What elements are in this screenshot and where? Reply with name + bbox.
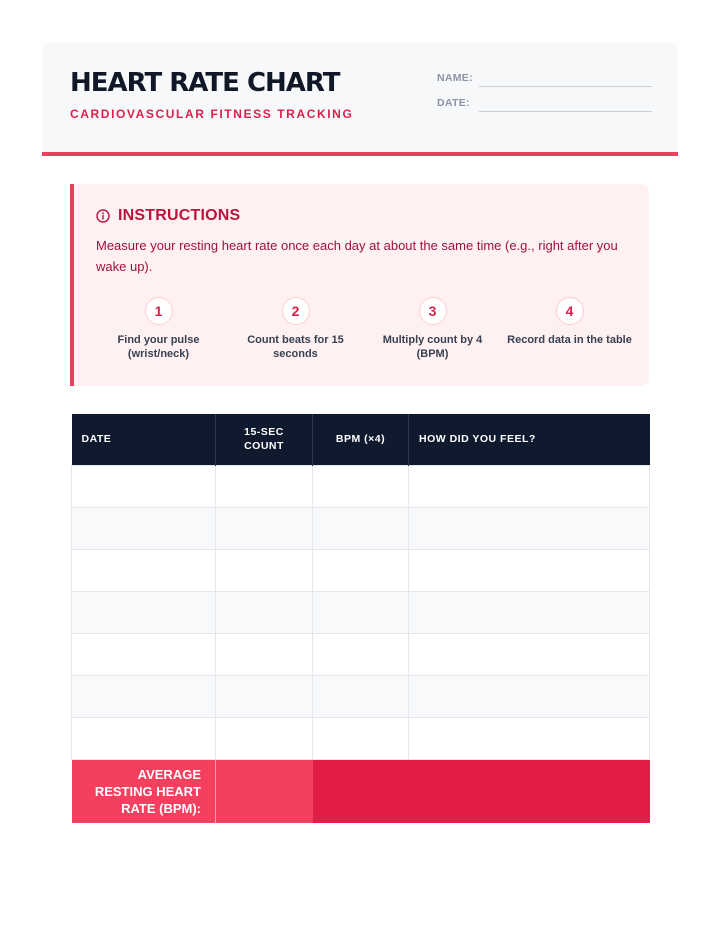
date-field[interactable] [437, 97, 652, 117]
date-label: DATE: [437, 97, 470, 109]
page-header [42, 42, 678, 156]
step-4 [501, 297, 638, 361]
table-header-row [72, 414, 650, 465]
table-row [72, 549, 650, 591]
table-row [72, 717, 650, 759]
feeling-cell[interactable] [409, 717, 650, 759]
date-cell[interactable] [72, 633, 216, 675]
average-row [72, 759, 650, 823]
name-label: NAME: [437, 72, 473, 84]
feeling-cell[interactable] [409, 549, 650, 591]
bpm-cell[interactable] [313, 465, 409, 507]
column-header-feeling: HOW DID YOU FEEL? [409, 414, 650, 465]
step-label: Multiply count by 4 (BPM) [382, 334, 483, 360]
page-title: HEART RATE CHART [70, 68, 340, 98]
step-number-badge: 3 [419, 297, 447, 325]
date-cell[interactable] [72, 465, 216, 507]
bpm-cell[interactable] [313, 507, 409, 549]
count-cell[interactable] [216, 507, 313, 549]
step-2 [227, 297, 364, 361]
count-cell[interactable] [216, 549, 313, 591]
date-cell[interactable] [72, 507, 216, 549]
average-heart-rate-value[interactable] [313, 759, 650, 823]
column-header-bpm: BPM (×4) [313, 414, 409, 465]
steps-list [90, 297, 638, 361]
step-3 [364, 297, 501, 361]
count-cell[interactable] [216, 633, 313, 675]
bpm-cell[interactable] [313, 675, 409, 717]
feeling-cell[interactable] [409, 675, 650, 717]
instructions-text: Measure your resting heart rate once each day at about the same time (e.g., right after you wake up). [96, 238, 618, 274]
count-cell[interactable] [216, 675, 313, 717]
date-cell[interactable] [72, 591, 216, 633]
column-header-15-sec-count: 15-SEC COUNT [216, 414, 313, 465]
instructions-heading [96, 207, 240, 225]
bpm-cell[interactable] [313, 591, 409, 633]
feeling-cell[interactable] [409, 507, 650, 549]
date-cell[interactable] [72, 717, 216, 759]
table-row [72, 507, 650, 549]
table-row [72, 633, 650, 675]
instructions-title: INSTRUCTIONS [118, 207, 241, 224]
count-cell[interactable] [216, 717, 313, 759]
step-number-badge: 1 [145, 297, 173, 325]
feeling-cell[interactable] [409, 633, 650, 675]
step-label: Count beats for 15 seconds [247, 334, 344, 360]
feeling-cell[interactable] [409, 591, 650, 633]
table-row [72, 465, 650, 507]
heart-rate-log-table [71, 414, 650, 823]
average-heart-rate-label: AVERAGE RESTING HEART RATE (BPM): [72, 759, 216, 823]
count-cell[interactable] [216, 591, 313, 633]
count-cell[interactable] [216, 465, 313, 507]
step-number-badge: 4 [556, 297, 584, 325]
step-label: Find your pulse (wrist/neck) [117, 334, 200, 360]
date-input-line[interactable] [479, 111, 652, 112]
bpm-cell[interactable] [313, 633, 409, 675]
average-spacer-cell [216, 759, 313, 823]
step-number-badge: 2 [282, 297, 310, 325]
feeling-cell[interactable] [409, 465, 650, 507]
date-cell[interactable] [72, 675, 216, 717]
date-cell[interactable] [72, 549, 216, 591]
page-subtitle: CARDIOVASCULAR FITNESS TRACKING [70, 107, 354, 121]
step-1 [90, 297, 227, 361]
name-input-line[interactable] [479, 86, 652, 87]
bpm-cell[interactable] [313, 717, 409, 759]
column-header-date: DATE [72, 414, 216, 465]
instructions-panel [70, 184, 649, 386]
bpm-cell[interactable] [313, 549, 409, 591]
info-circle-icon [96, 209, 110, 223]
table-row [72, 591, 650, 633]
table-row [72, 675, 650, 717]
step-label: Record data in the table [507, 334, 632, 346]
name-field[interactable] [437, 72, 652, 92]
